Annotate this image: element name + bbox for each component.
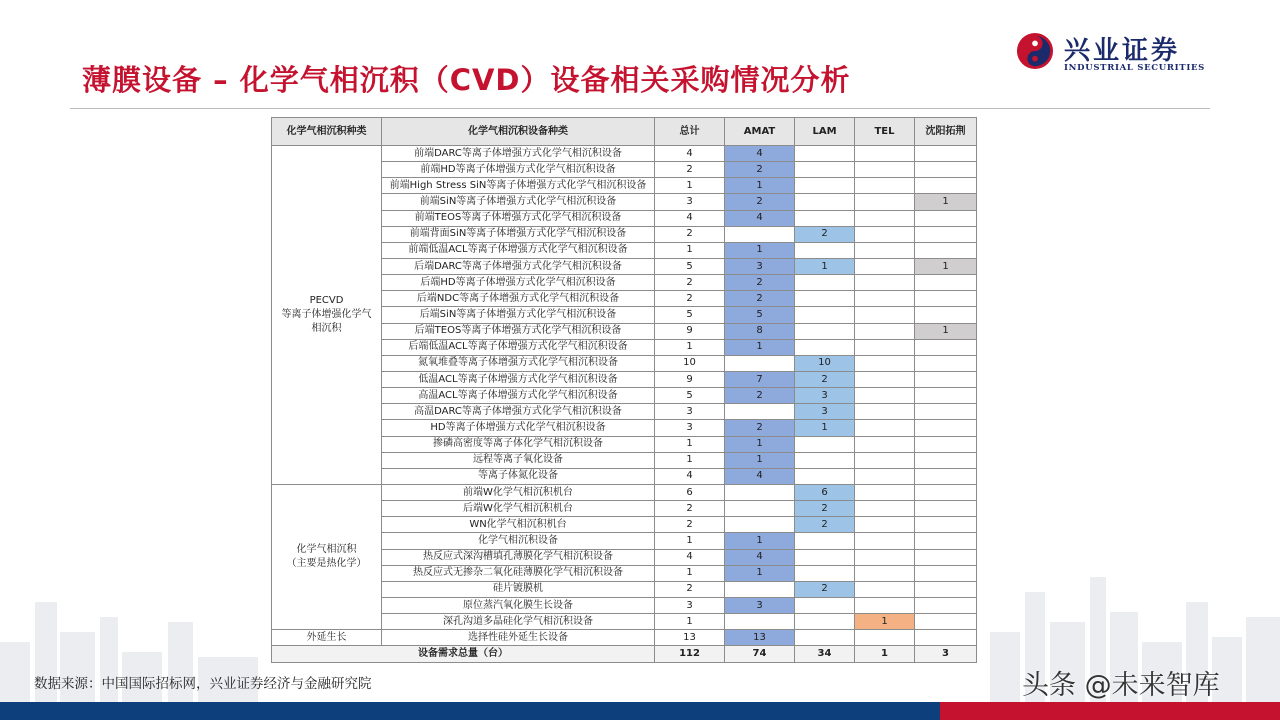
data-source-note: 数据来源：中国国际招标网，兴业证券经济与金融研究院 <box>34 676 372 692</box>
total-cell: 1 <box>655 533 725 549</box>
total-cell: 1 <box>655 436 725 452</box>
total-cell: 1 <box>655 614 725 630</box>
lam-cell: 10 <box>795 355 855 371</box>
tel-cell <box>855 210 915 226</box>
tel-cell <box>855 162 915 178</box>
syt-cell: 1 <box>915 258 977 274</box>
syt-cell <box>915 597 977 613</box>
header-amat: AMAT <box>725 118 795 146</box>
lam-cell <box>795 630 855 646</box>
amat-cell: 2 <box>725 420 795 436</box>
device-name-cell: 低温ACL等离子体增强方式化学气相沉积设备 <box>382 371 655 387</box>
total-cell: 2 <box>655 162 725 178</box>
device-name-cell: 后端低温ACL等离子体增强方式化学气相沉积设备 <box>382 339 655 355</box>
tel-cell <box>855 549 915 565</box>
header-syt: 沈阳拓荆 <box>915 118 977 146</box>
amat-cell: 1 <box>725 339 795 355</box>
amat-cell: 2 <box>725 291 795 307</box>
device-name-cell: 前端DARC等离子体增强方式化学气相沉积设备 <box>382 146 655 162</box>
tel-cell <box>855 291 915 307</box>
amat-cell <box>725 226 795 242</box>
total-cell: 2 <box>655 501 725 517</box>
tel-cell <box>855 194 915 210</box>
header-total: 总计 <box>655 118 725 146</box>
syt-cell <box>915 275 977 291</box>
syt-cell <box>915 210 977 226</box>
table-header-row <box>272 118 977 146</box>
syt-cell <box>915 420 977 436</box>
syt-cell: 1 <box>915 323 977 339</box>
syt-cell <box>915 371 977 387</box>
device-name-cell: 高温DARC等离子体增强方式化学气相沉积设备 <box>382 404 655 420</box>
lam-cell <box>795 323 855 339</box>
lam-cell: 3 <box>795 404 855 420</box>
lam-cell <box>795 162 855 178</box>
device-name-cell: 高温ACL等离子体增强方式化学气相沉积设备 <box>382 388 655 404</box>
total-cell: 4 <box>655 146 725 162</box>
tel-cell <box>855 630 915 646</box>
total-cell: 4 <box>655 549 725 565</box>
amat-cell: 2 <box>725 194 795 210</box>
syt-cell <box>915 501 977 517</box>
total-syt-cell: 3 <box>915 646 977 662</box>
lam-cell: 2 <box>795 581 855 597</box>
total-cell: 4 <box>655 210 725 226</box>
syt-cell <box>915 614 977 630</box>
tel-cell <box>855 484 915 500</box>
tel-cell <box>855 275 915 291</box>
header-category: 化学气相沉积种类 <box>272 118 382 146</box>
total-cell: 5 <box>655 258 725 274</box>
syt-cell <box>915 242 977 258</box>
lam-cell <box>795 533 855 549</box>
amat-cell: 13 <box>725 630 795 646</box>
tel-cell <box>855 565 915 581</box>
syt-cell <box>915 307 977 323</box>
total-lam-cell: 34 <box>795 646 855 662</box>
lam-cell: 1 <box>795 420 855 436</box>
category-cell: 外延生长 <box>272 630 382 646</box>
device-name-cell: 原位蒸汽氧化膜生长设备 <box>382 597 655 613</box>
tel-cell <box>855 436 915 452</box>
tel-cell <box>855 242 915 258</box>
device-name-cell: 选择性硅外延生长设备 <box>382 630 655 646</box>
total-cell: 9 <box>655 371 725 387</box>
syt-cell <box>915 484 977 500</box>
table-row <box>272 630 977 646</box>
total-cell: 3 <box>655 597 725 613</box>
amat-cell: 4 <box>725 210 795 226</box>
total-cell: 10 <box>655 355 725 371</box>
amat-cell: 1 <box>725 533 795 549</box>
tel-cell <box>855 146 915 162</box>
device-name-cell: 前端背面SiN等离子体增强方式化学气相沉积设备 <box>382 226 655 242</box>
tel-cell <box>855 339 915 355</box>
amat-cell <box>725 355 795 371</box>
syt-cell <box>915 581 977 597</box>
amat-cell: 2 <box>725 162 795 178</box>
lam-cell <box>795 291 855 307</box>
syt-cell <box>915 517 977 533</box>
lam-cell <box>795 565 855 581</box>
header-device: 化学气相沉积设备种类 <box>382 118 655 146</box>
total-cell: 2 <box>655 275 725 291</box>
device-name-cell: 远程等离子氧化设备 <box>382 452 655 468</box>
device-name-cell: WN化学气相沉积机台 <box>382 517 655 533</box>
lam-cell: 6 <box>795 484 855 500</box>
total-cell: 6 <box>655 484 725 500</box>
tel-cell <box>855 388 915 404</box>
lam-cell: 2 <box>795 226 855 242</box>
syt-cell <box>915 388 977 404</box>
lam-cell <box>795 436 855 452</box>
tel-cell <box>855 307 915 323</box>
syt-cell <box>915 355 977 371</box>
total-cell: 3 <box>655 404 725 420</box>
amat-cell: 4 <box>725 468 795 484</box>
amat-cell: 8 <box>725 323 795 339</box>
tel-cell: 1 <box>855 614 915 630</box>
tel-cell <box>855 226 915 242</box>
lam-cell <box>795 146 855 162</box>
total-cell: 3 <box>655 194 725 210</box>
amat-cell: 5 <box>725 307 795 323</box>
total-row <box>272 646 977 662</box>
watermark: 头条 @未来智库 <box>1022 670 1220 701</box>
device-name-cell: 前端High Stress SiN等离子体增强方式化学气相沉积设备 <box>382 178 655 194</box>
total-cell: 5 <box>655 388 725 404</box>
tel-cell <box>855 178 915 194</box>
page-title: 薄膜设备 – 化学气相沉积（CVD）设备相关采购情况分析 <box>82 63 851 97</box>
syt-cell <box>915 533 977 549</box>
device-name-cell: 前端SiN等离子体增强方式化学气相沉积设备 <box>382 194 655 210</box>
lam-cell <box>795 210 855 226</box>
total-total-cell: 112 <box>655 646 725 662</box>
lam-cell <box>795 242 855 258</box>
device-name-cell: 前端TEOS等离子体增强方式化学气相沉积设备 <box>382 210 655 226</box>
tel-cell <box>855 517 915 533</box>
total-cell: 2 <box>655 291 725 307</box>
lam-cell <box>795 275 855 291</box>
device-name-cell: 化学气相沉积设备 <box>382 533 655 549</box>
amat-cell: 1 <box>725 178 795 194</box>
lam-cell <box>795 178 855 194</box>
syt-cell <box>915 436 977 452</box>
amat-cell: 3 <box>725 597 795 613</box>
tel-cell <box>855 404 915 420</box>
total-row-label: 设备需求总量（台） <box>272 646 655 662</box>
total-cell: 4 <box>655 468 725 484</box>
device-name-cell: 后端DARC等离子体增强方式化学气相沉积设备 <box>382 258 655 274</box>
total-amat-cell: 74 <box>725 646 795 662</box>
amat-cell: 3 <box>725 258 795 274</box>
amat-cell: 4 <box>725 549 795 565</box>
syt-cell <box>915 146 977 162</box>
syt-cell <box>915 468 977 484</box>
amat-cell: 1 <box>725 436 795 452</box>
tel-cell <box>855 452 915 468</box>
syt-cell <box>915 404 977 420</box>
tel-cell <box>855 258 915 274</box>
device-name-cell: 等离子体氮化设备 <box>382 468 655 484</box>
syt-cell <box>915 178 977 194</box>
total-cell: 2 <box>655 581 725 597</box>
device-name-cell: HD等离子体增强方式化学气相沉积设备 <box>382 420 655 436</box>
device-name-cell: 后端NDC等离子体增强方式化学气相沉积设备 <box>382 291 655 307</box>
total-cell: 2 <box>655 226 725 242</box>
tel-cell <box>855 420 915 436</box>
device-name-cell: 前端低温ACL等离子体增强方式化学气相沉积设备 <box>382 242 655 258</box>
table-row <box>272 484 977 500</box>
total-cell: 1 <box>655 452 725 468</box>
lam-cell <box>795 307 855 323</box>
device-name-cell: 后端HD等离子体增强方式化学气相沉积设备 <box>382 275 655 291</box>
amat-cell: 7 <box>725 371 795 387</box>
tel-cell <box>855 468 915 484</box>
amat-cell <box>725 517 795 533</box>
footer-bar <box>0 702 1280 720</box>
tel-cell <box>855 533 915 549</box>
lam-cell <box>795 452 855 468</box>
total-cell: 1 <box>655 178 725 194</box>
amat-cell <box>725 614 795 630</box>
syt-cell <box>915 452 977 468</box>
lam-cell: 3 <box>795 388 855 404</box>
amat-cell: 2 <box>725 388 795 404</box>
lam-cell <box>795 549 855 565</box>
device-name-cell: 氮氧堆叠等离子体增强方式化学气相沉积设备 <box>382 355 655 371</box>
amat-cell <box>725 484 795 500</box>
syt-cell <box>915 226 977 242</box>
amat-cell: 1 <box>725 242 795 258</box>
device-name-cell: 后端SiN等离子体增强方式化学气相沉积设备 <box>382 307 655 323</box>
lam-cell <box>795 194 855 210</box>
amat-cell: 2 <box>725 275 795 291</box>
tel-cell <box>855 501 915 517</box>
swirl-logo-icon <box>1016 32 1054 70</box>
syt-cell <box>915 291 977 307</box>
total-cell: 13 <box>655 630 725 646</box>
lam-cell <box>795 597 855 613</box>
total-cell: 3 <box>655 420 725 436</box>
title-divider <box>70 108 1210 109</box>
total-cell: 1 <box>655 339 725 355</box>
cvd-procurement-table <box>271 117 977 663</box>
device-name-cell: 深孔沟道多晶硅化学气相沉积设备 <box>382 614 655 630</box>
syt-cell <box>915 549 977 565</box>
total-tel-cell: 1 <box>855 646 915 662</box>
amat-cell: 1 <box>725 452 795 468</box>
device-name-cell: 前端HD等离子体增强方式化学气相沉积设备 <box>382 162 655 178</box>
lam-cell: 1 <box>795 258 855 274</box>
total-cell: 2 <box>655 517 725 533</box>
amat-cell <box>725 501 795 517</box>
amat-cell <box>725 404 795 420</box>
category-cell: PECVD 等离子体增强化学气 相沉积 <box>272 146 382 485</box>
amat-cell: 4 <box>725 146 795 162</box>
table-row <box>272 146 977 162</box>
lam-cell <box>795 614 855 630</box>
device-name-cell: 前端W化学气相沉积机台 <box>382 484 655 500</box>
total-cell: 9 <box>655 323 725 339</box>
lam-cell: 2 <box>795 371 855 387</box>
device-name-cell: 掺磷高密度等离子体化学气相沉积设备 <box>382 436 655 452</box>
amat-cell <box>725 581 795 597</box>
tel-cell <box>855 355 915 371</box>
company-logo <box>1016 30 1206 74</box>
tel-cell <box>855 581 915 597</box>
device-name-cell: 热反应式无掺杂二氧化硅薄膜化学气相沉积设备 <box>382 565 655 581</box>
lam-cell: 2 <box>795 501 855 517</box>
device-name-cell: 热反应式深沟槽填孔薄膜化学气相沉积设备 <box>382 549 655 565</box>
device-name-cell: 后端TEOS等离子体增强方式化学气相沉积设备 <box>382 323 655 339</box>
total-cell: 5 <box>655 307 725 323</box>
syt-cell <box>915 339 977 355</box>
device-name-cell: 硅片镀膜机 <box>382 581 655 597</box>
tel-cell <box>855 323 915 339</box>
lam-cell <box>795 339 855 355</box>
syt-cell <box>915 630 977 646</box>
syt-cell <box>915 162 977 178</box>
amat-cell: 1 <box>725 565 795 581</box>
lam-cell <box>795 468 855 484</box>
logo-text-cn: 兴业证券 <box>1064 36 1181 66</box>
tel-cell <box>855 371 915 387</box>
header-tel: TEL <box>855 118 915 146</box>
category-cell: 化学气相沉积 （主要是热化学） <box>272 484 382 629</box>
header-lam: LAM <box>795 118 855 146</box>
syt-cell <box>915 565 977 581</box>
tel-cell <box>855 597 915 613</box>
device-name-cell: 后端W化学气相沉积机台 <box>382 501 655 517</box>
total-cell: 1 <box>655 565 725 581</box>
logo-text-en: INDUSTRIAL SECURITIES <box>1064 63 1206 73</box>
total-cell: 1 <box>655 242 725 258</box>
syt-cell: 1 <box>915 194 977 210</box>
lam-cell: 2 <box>795 517 855 533</box>
footer-bar-accent <box>940 702 1280 720</box>
